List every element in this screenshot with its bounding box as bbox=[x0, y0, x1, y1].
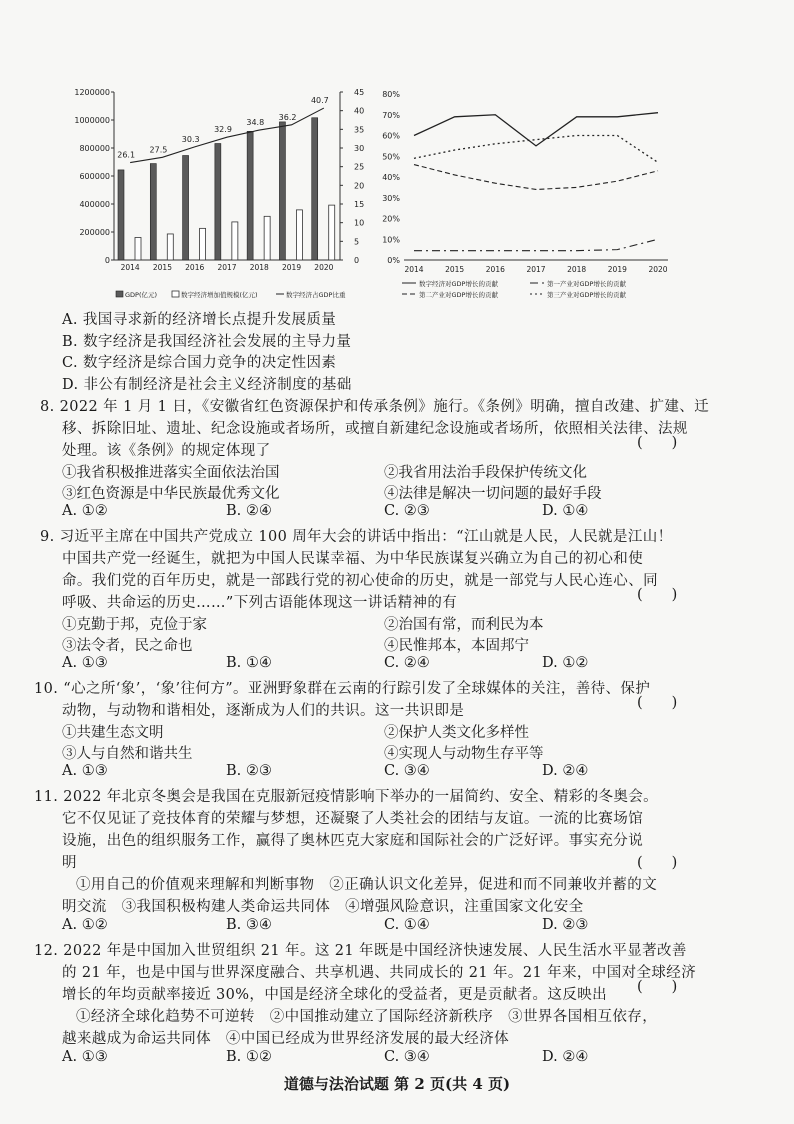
q12-statements-line-2: 越来越成为命运共同体 ④中国已经成为世界经济发展的最大经济体 bbox=[62, 1031, 509, 1047]
digital-economy-bar bbox=[200, 228, 206, 260]
right-tick-label: 40 bbox=[354, 106, 365, 116]
x-tick-label: 2020 bbox=[314, 263, 334, 272]
y-axis-ticks bbox=[382, 90, 400, 265]
ratio-data-label: 27.5 bbox=[149, 145, 168, 155]
digital-economy-bar bbox=[264, 216, 270, 260]
legend-label-digital-economy-line: 数字经济对GDP增长的贡献 bbox=[419, 280, 498, 288]
legend-label-primary-industry-line: 第一产业对GDP增长的贡献 bbox=[547, 280, 626, 288]
q11-stem-line-3: 设施，出色的组织服务工作，赢得了奥林匹克大家庭和国际社会的广泛好评。事实充分说 bbox=[62, 833, 644, 849]
gdp-bar bbox=[247, 131, 253, 260]
left-tick-label: 200000 bbox=[79, 228, 110, 237]
x-tick-label: 2019 bbox=[607, 265, 627, 274]
q9-choice-d: D. ①② bbox=[542, 655, 589, 671]
q8-statement-4: ④法律是解决一切问题的最好手段 bbox=[384, 486, 602, 502]
q10-choice-d: D. ②④ bbox=[542, 763, 589, 779]
q9-choice-c: C. ②④ bbox=[384, 655, 430, 671]
gdp-bar bbox=[150, 164, 156, 260]
q12-choice-c: C. ③④ bbox=[384, 1049, 430, 1065]
legend bbox=[402, 279, 626, 299]
q12-choice-d: D. ②④ bbox=[542, 1049, 589, 1065]
left-tick-label: 800000 bbox=[79, 144, 110, 153]
y-tick-label: 30% bbox=[382, 193, 400, 203]
ratio-data-label: 40.7 bbox=[310, 96, 329, 106]
q9-statement-3: ③法令者，民之命也 bbox=[62, 638, 193, 654]
legend-label-tertiary-industry-line: 第三产业对GDP增长的贡献 bbox=[547, 291, 626, 299]
q8-choice-c: C. ②③ bbox=[384, 503, 430, 519]
q9-choice-b: B. ①④ bbox=[226, 655, 272, 671]
right-axis-ticks bbox=[340, 88, 364, 265]
q11-choice-d: D. ②③ bbox=[542, 917, 589, 933]
q9-choice-a: A. ①③ bbox=[62, 655, 108, 671]
page-footer: 道德与法治试题 第 2 页(共 4 页) bbox=[283, 1075, 511, 1093]
right-tick-label: 15 bbox=[354, 200, 365, 209]
tertiary-industry-line bbox=[414, 136, 658, 163]
y-tick-label: 80% bbox=[382, 90, 400, 99]
x-tick-label: 2018 bbox=[567, 265, 587, 274]
x-axis-ticks bbox=[404, 265, 667, 274]
x-tick-label: 2017 bbox=[526, 265, 546, 274]
q10-answer-paren: ( ) bbox=[637, 695, 678, 711]
gdp-bar bbox=[118, 170, 124, 260]
q9-stem-line-1: 9. 习近平主席在中国共产党成立 100 周年大会的讲话中指出：“江山就是人民，人民就是江山！ bbox=[40, 529, 673, 545]
x-tick-label: 2018 bbox=[249, 263, 269, 272]
y-tick-label: 0% bbox=[387, 256, 400, 265]
gdp-digital-economy-chart bbox=[68, 84, 378, 306]
secondary-industry-line bbox=[414, 165, 658, 190]
q9-stem-line-2: 中国共产党一经诞生，就把为中国人民谋幸福、为中华民族谋复兴确立为自己的初心和使 bbox=[62, 551, 644, 567]
y-tick-label: 70% bbox=[382, 110, 400, 120]
x-tick-label: 2019 bbox=[282, 263, 302, 272]
y-tick-label: 40% bbox=[382, 173, 400, 182]
series-lines bbox=[414, 113, 658, 251]
legend-label-digital: 数字经济增加值规模(亿元) bbox=[181, 291, 258, 299]
q9-stem-line-3: 命。我们党的百年历史，就是一部践行党的初心使命的历史，就是一部党与人民心连心、同 bbox=[62, 573, 658, 589]
x-tick-label: 2017 bbox=[217, 263, 237, 272]
digital-economy-bar bbox=[167, 234, 173, 260]
legend-swatch-digital bbox=[172, 291, 179, 297]
q8-statement-2: ②我省用法治手段保护传统文化 bbox=[384, 465, 587, 481]
q9-stem-line-4: 呼吸、共命运的历史……”下列古语能体现这一讲话精神的有 bbox=[62, 595, 458, 611]
q12-stem-line-2: 的 21 年，也是中国与世界深度融合、共享机遇、共同成长的 21 年。21 年来，中国对全球经济 bbox=[62, 965, 697, 981]
right-tick-label: 30 bbox=[354, 144, 365, 153]
left-tick-label: 1200000 bbox=[74, 88, 110, 97]
digital-economy-bar bbox=[296, 210, 302, 260]
gdp-bar bbox=[279, 122, 285, 260]
q12-stem-line-1: 12. 2022 年是中国加入世贸组织 21 年。这 21 年既是中国经济快速发展、人民生活水平显著改善 bbox=[34, 943, 687, 959]
q10-statement-3: ③人与自然和谐共生 bbox=[62, 746, 193, 762]
right-tick-label: 0 bbox=[354, 256, 360, 265]
ratio-line bbox=[117, 96, 329, 163]
gdp-bar bbox=[183, 156, 189, 260]
x-tick-label: 2014 bbox=[404, 265, 424, 274]
q9-statement-4: ④民惟邦本，本固邦宁 bbox=[384, 638, 529, 654]
x-tick-label: 2015 bbox=[445, 265, 465, 274]
q10-statement-2: ②保护人类文化多样性 bbox=[384, 725, 529, 741]
gdp-bar bbox=[215, 144, 221, 260]
gdp-bar bbox=[312, 118, 318, 260]
q12-choice-a: A. ①③ bbox=[62, 1049, 108, 1065]
legend bbox=[116, 290, 346, 299]
q8-stem-line-1: 8. 2022 年 1 月 1 日，《安徽省红色资源保护和传承条例》施行。《条例》明确，擅自改建、扩建、迁 bbox=[40, 399, 710, 415]
y-tick-label: 50% bbox=[382, 152, 400, 162]
q12-answer-paren: ( ) bbox=[637, 979, 678, 995]
q11-choice-b: B. ③④ bbox=[226, 917, 272, 933]
q10-choice-a: A. ①③ bbox=[62, 763, 108, 779]
right-tick-label: 10 bbox=[354, 218, 365, 228]
q7-option-b: B. 数字经济是我国经济社会发展的主导力量 bbox=[62, 334, 352, 350]
legend-label-gdp: GDP(亿元) bbox=[125, 291, 158, 299]
x-tick-label: 2016 bbox=[485, 265, 505, 274]
q11-statements-line-2: 明交流 ③我国积极构建人类命运共同体 ④增强风险意识，注重国家文化安全 bbox=[62, 899, 584, 915]
ratio-data-label: 32.9 bbox=[214, 125, 232, 135]
q11-choice-a: A. ①② bbox=[62, 917, 108, 933]
q8-answer-paren: ( ) bbox=[637, 435, 678, 451]
right-tick-label: 25 bbox=[354, 162, 365, 172]
x-tick-label: 2020 bbox=[648, 265, 668, 274]
q10-choice-b: B. ②③ bbox=[226, 763, 272, 779]
right-tick-label: 35 bbox=[354, 125, 365, 135]
ratio-data-label: 26.1 bbox=[117, 150, 136, 160]
q10-stem-line-1: 10. “心之所‘象’，‘象’往何方”。亚洲野象群在云南的行踪引发了全球媒体的关注，善待、保护 bbox=[34, 681, 651, 697]
q10-statement-1: ①共建生态文明 bbox=[62, 725, 164, 741]
q8-stem-line-3: 处理。该《条例》的规定体现了 bbox=[62, 443, 271, 459]
q11-choice-c: C. ①④ bbox=[384, 917, 430, 933]
q7-option-a: A. 我国寻求新的经济增长点提升发展质量 bbox=[62, 312, 337, 328]
right-tick-label: 5 bbox=[354, 237, 360, 247]
legend-swatch-gdp bbox=[116, 291, 123, 297]
left-tick-label: 1000000 bbox=[74, 116, 110, 125]
q11-stem-line-2: 它不仅见证了竞技体育的荣耀与梦想，还凝聚了人类社会的团结与友谊。一流的比赛场馆 bbox=[62, 811, 644, 827]
x-axis-ticks bbox=[121, 263, 334, 272]
q7-option-d: D. 非公有制经济是社会主义经济制度的基础 bbox=[62, 377, 352, 393]
q9-statement-2: ②治国有常，而利民为本 bbox=[384, 617, 544, 633]
ratio-data-label: 36.2 bbox=[278, 112, 297, 122]
q8-statement-1: ①我省积极推进落实全面依法治国 bbox=[62, 465, 280, 481]
y-tick-label: 10% bbox=[382, 235, 400, 245]
q8-choice-b: B. ②④ bbox=[226, 503, 272, 519]
digital-economy-line bbox=[414, 113, 658, 146]
digital-economy-bar bbox=[135, 237, 141, 260]
ratio-data-label: 34.8 bbox=[246, 118, 265, 128]
left-tick-label: 400000 bbox=[79, 200, 110, 209]
q10-statement-4: ④实现人与动物生存平等 bbox=[384, 746, 544, 762]
q8-choice-a: A. ①② bbox=[62, 503, 108, 519]
q9-statement-1: ①克勤于邦，克俭于家 bbox=[62, 617, 207, 633]
legend-label-secondary-industry-line: 第二产业对GDP增长的贡献 bbox=[419, 291, 498, 299]
q11-answer-paren: ( ) bbox=[637, 855, 678, 871]
q8-choice-d: D. ①④ bbox=[542, 503, 589, 519]
gdp-contribution-chart bbox=[378, 84, 684, 306]
x-tick-label: 2015 bbox=[152, 263, 172, 272]
bars bbox=[118, 118, 335, 260]
q11-statements-line-1: ①用自己的价值观来理解和判断事物 ②正确认识文化差异，促进和而不同兼收并蓄的文 bbox=[76, 877, 658, 893]
x-tick-label: 2014 bbox=[120, 263, 140, 272]
left-axis-ticks bbox=[74, 88, 114, 265]
q10-stem-line-2: 动物，与动物和谐相处，逐渐成为人们的共识。这一共识即是 bbox=[62, 703, 465, 719]
q10-choice-c: C. ③④ bbox=[384, 763, 430, 779]
right-tick-label: 45 bbox=[354, 88, 365, 97]
primary-industry-line bbox=[414, 239, 658, 250]
q12-stem-line-3: 增长的年均贡献率接近 30%，中国是经济全球化的受益者，更是贡献者。这反映出 bbox=[62, 987, 608, 1003]
q12-choice-b: B. ①② bbox=[226, 1049, 272, 1065]
q8-statement-3: ③红色资源是中华民族最优秀文化 bbox=[62, 486, 280, 502]
x-tick-label: 2016 bbox=[185, 263, 205, 272]
q12-statements-line-1: ①经济全球化趋势不可逆转 ②中国推动建立了国际经济新秩序 ③世界各国相互依存， bbox=[76, 1009, 658, 1025]
q11-stem-line-4: 明 bbox=[62, 855, 77, 871]
q9-answer-paren: ( ) bbox=[637, 587, 678, 603]
left-tick-label: 600000 bbox=[79, 172, 110, 181]
right-tick-label: 20 bbox=[354, 181, 365, 191]
digital-economy-bar bbox=[329, 205, 335, 260]
legend-label-ratio: 数字经济占GDP比重 bbox=[286, 291, 346, 299]
y-tick-label: 60% bbox=[382, 131, 400, 141]
q7-option-c: C. 数字经济是综合国力竞争的决定性因素 bbox=[62, 355, 337, 371]
y-tick-label: 20% bbox=[382, 214, 400, 224]
digital-economy-bar bbox=[232, 222, 238, 260]
q11-stem-line-1: 11. 2022 年北京冬奥会是我国在克服新冠疫情影响下举办的一届简约、安全、精彩的冬奥会。 bbox=[34, 789, 659, 805]
left-tick-label: 0 bbox=[104, 256, 110, 265]
ratio-data-label: 30.3 bbox=[181, 134, 200, 144]
q8-stem-line-2: 移、拆除旧址、遗址、纪念设施或者场所，或擅自新建纪念设施或者场所，依照相关法律、法规 bbox=[62, 421, 688, 437]
